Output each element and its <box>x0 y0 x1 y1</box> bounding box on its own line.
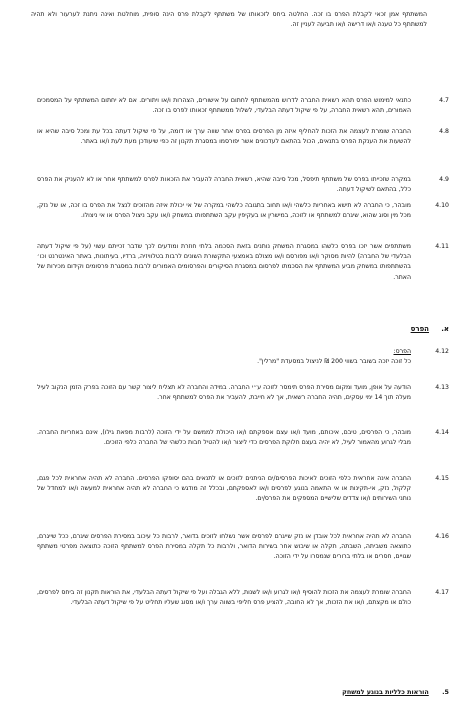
clause-number: 4.17 <box>435 589 449 596</box>
section-title: הפרס <box>410 325 429 333</box>
clause-number: 4.16 <box>435 533 449 540</box>
clause-number: 4.12 <box>435 348 449 355</box>
clause-subtitle: הפרס: <box>393 348 411 355</box>
clause-text: החברה לא תהיה אחראית לכל אובדן או נזק שייגרם לפרסים אשר נשלחו לזוכים בדואר, לרבות כל עיכוב במסירת הפרסים שיגרם, ככל שייגרם, כתוצאה משביתה, השבתה, תקלה או שיבוש אחר בשירות הדואר, ולרבות כל תקלה במסירת הפרס למשתתף הזוכה כתוצאה מפרטי משתתף שגויים, חסרים או בלתי ברורים שנמסרו על ידי הזוכה. <box>37 533 411 561</box>
clause-text: הודעה על אופן, מועד ומקום מסירת הפרס תימסר לזוכה ע״י החברה. במידה והחברה לא תצליח ליצור קשר עם הזוכה בפרק הזמן הנקוב לעיל מעלה תוך 14 ימי עסקים, תהיה החברה רשאית, אך לא חייבת, להעביר את הפרס למשתתף אחר. <box>37 384 411 402</box>
clause-text: משתתפים אשר יזכו בפרס כלשהו במסגרת המשחק נותנים בזאת הסכמה בלתי חוזרת ומודעים לכך שדבר זכייתם עשוי (על פי שיקול דעתה הבלעדי של החברה) להיות מסוקר ו/או מפורסם ו/או מצולם באמצעי התקשורת השונים לרבות בטלוויזיה, ברדיו, בעיתונות, באתר האינטרנט וכו׳ בהשתתפותו במשחק מביע המשתתף את הסכמתו לפרסום במסגרת הסיקורים והפרסומים האמורים לרבות במסגרת פרסומים וקידום מכירות של האתר. <box>37 243 411 281</box>
section-letter: א. <box>441 325 449 333</box>
clause-number: 4.7 <box>439 97 449 104</box>
clause-number: 4.10 <box>435 202 449 209</box>
clause-text: כל זוכה יזכה בשובר בשווי 200 ₪ לניצול במסעדת "מרלין". <box>257 358 411 366</box>
clause-body <box>37 347 411 367</box>
clause-number: 4.13 <box>435 384 449 391</box>
clause-text: מובהר, כי החברה לא תישא באחריות כלשהי ו/או תחוב בתגובה כלשהי במקרה של אי יכולת איזה מהזוכים לנצל את הפרס בו זכה, או של נזק, מכל מין וסוג שהוא, שיגרם למשתתף או לזוכה, במישרין או בעקיפין עקב השתתפותו במשחק ו/או עקב ניצול הפרס או אי ניצולו. <box>37 202 411 220</box>
section-number: .5 <box>442 688 449 696</box>
clause-number: 4.9 <box>439 176 449 183</box>
section-heading-prize <box>411 325 449 333</box>
clause-number: 4.8 <box>439 128 449 135</box>
section-heading-general <box>29 688 449 696</box>
clause-text: כתנאי למימוש הפרס תהא רשאית החברה לדרוש מהמשתתף לחתום על אישורים, הצהרות ו/או ויתורים. אם לא יחתום המשתתף על המסמכים האמורים, תהא רשאית החברה, על פי שיקול דעתה הבלעדי, לשלול ממשתתף זכאותו לפרס בו זכה. <box>37 97 411 115</box>
clause-text: החברה אינה אחראית כלפי הזוכים לאיכות הפרסים/ים הניתנים לזוכים או לתנאים בהם יסופקו הפרסים. החברה לא תהיה אחראית לכל פגם, קלקול, נזק, אי-תקינות או אי התאמה בנוגע לפרסים ו/או לאספקתם, ובכלל זה מודגש כי החברה לא תהיה אחראית למעשה ו/או למחדל של נותני השירותים ו/או צדדים שלישיים המספקים את הפרס/ים. <box>37 475 411 503</box>
clause-number: 4.11 <box>435 243 449 250</box>
intro-paragraph: המשתתף אמן זכאי לקבלת הפרס בו זכה. החלטה ביחס לזכאותו של משתתף לקבלת פרס הינה סופית, מוחלטת ואינה ניתנת לערעור ולא תהיה למשתתף כל טענה ו/או דרישה ו/או תביעה לעניין זה. <box>31 11 427 29</box>
section-title: הוראות כלליות בנוגע למשחק <box>342 688 429 696</box>
clause-text: החברה שומרת לעצמה את הזכות להוסיף ו/או לגרוע ו/או לשנות, ללא הגבלה ועל פי שיקול דעתה הבלעדי, את הוראות תקנון זה ביחס לפרסים, כולם או מקצתם, ו/או את הזכות, אך לא החובה, להציע פרס חליפי בשווה ערך ו/או מסוג שעליו תחליט על פי שיקול דעתה הבלעדי. <box>37 589 411 607</box>
clause-text: במקרה שזכייתו בפרס של משתתף תיפסל, מכל סיבה שהיא, רשאית החברה להעביר את הזכאות לפרס למשתתף אחר או לא להעניק את הפרס כלל, בהתאם לשיקול דעתה. <box>37 176 411 194</box>
clause-text: מובהר, כי הפרסים, טיבם, איכותם, מועד ו/או עצם אספקתם ו/או היכולת לממשם על ידי הזוכה (לרבות מפאת גילו), אינם באחריות החברה. מבלי לגרוע מהאמור לעיל, לא יהיה בעצם חלוקת הפרסים כדי ליצור ו/או להטיל חבות כלשהי של החברה כלפי הזוכים. <box>37 429 411 447</box>
clause-number: 4.15 <box>435 475 449 482</box>
clause-number: 4.14 <box>435 429 449 436</box>
clause-text: החברה שומרת לעצמה את הזכות להחליף איזה מן הפרסים בפרס אחר שווה ערך או דומה, על פי שיקול דעתה בכל עת ומכל סיבה שהיא או להשעות את הענקת הפרס בתנאים, הכול בהתאם לעדכונים אשר יפורסמו במסגרת תקנון זה כפי שיעודכן מעת לעת ו/או באתר. <box>37 128 411 146</box>
